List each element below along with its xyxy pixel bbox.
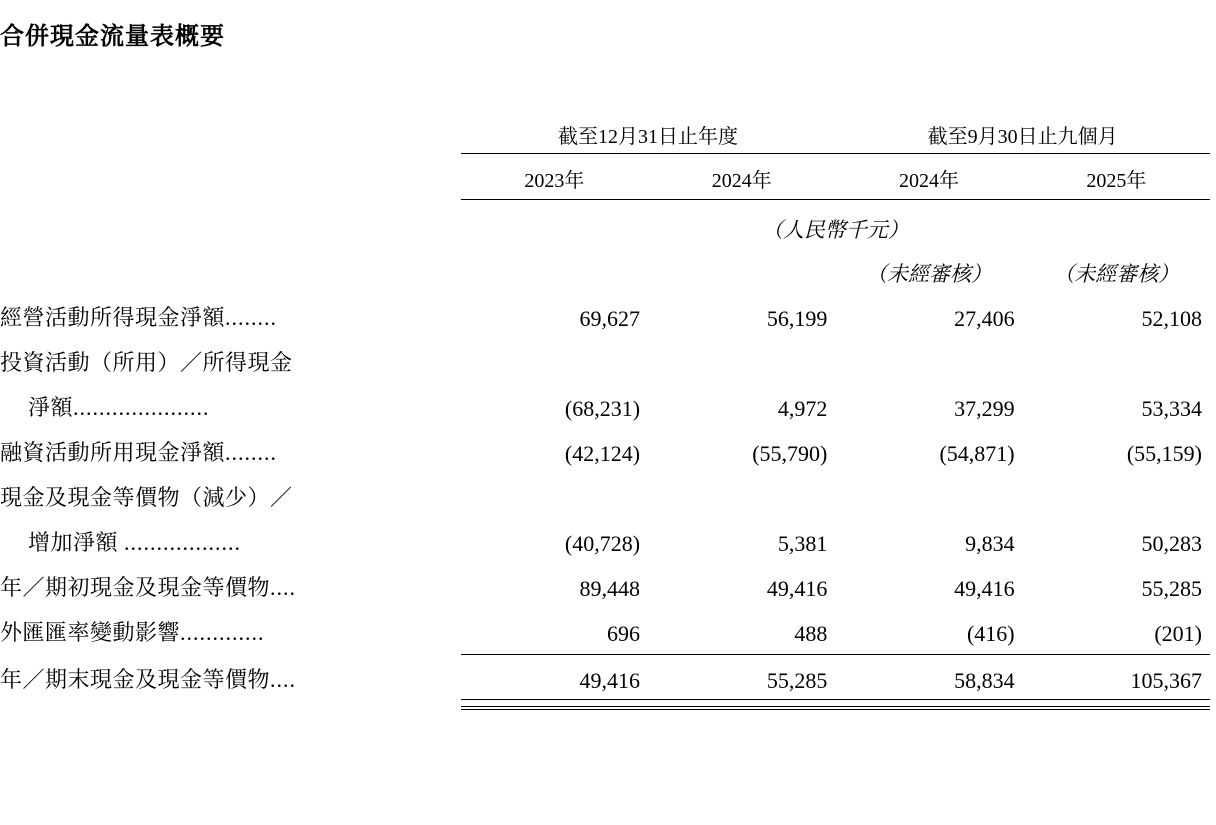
table-column-header-row	[0, 154, 1210, 200]
row-value: (55,159)	[1126, 441, 1202, 466]
row-value	[1023, 339, 1210, 384]
page-title: 合併現金流量表概要	[0, 21, 225, 50]
table-row	[0, 474, 1210, 519]
unit-note-row	[0, 200, 1210, 251]
unaudited-note-row	[0, 250, 1210, 294]
row-leader-dots: ........	[225, 440, 278, 465]
row-label-text: 年／期初現金及現金等價物	[0, 575, 271, 600]
row-value: 52,108	[1141, 306, 1202, 331]
row-label	[0, 474, 461, 519]
closing-rule-spacer	[0, 699, 461, 708]
row-leader-dots: ..................	[124, 530, 242, 555]
row-label	[0, 429, 461, 474]
unaudited-note-2025: （未經審核）	[1053, 262, 1180, 286]
row-value	[835, 339, 1022, 384]
row-value: (40,728)	[564, 531, 641, 556]
row-value: 27,406	[954, 306, 1015, 331]
table-row	[0, 519, 1210, 564]
row-value: 69,627	[579, 306, 641, 331]
closing-rule	[461, 699, 648, 708]
row-label-text: 現金及現金等價物（減少）／	[0, 485, 293, 510]
row-value: 5,381	[777, 531, 828, 556]
row-value: (42,124)	[564, 441, 641, 466]
row-label-text: 增加淨額	[28, 530, 119, 555]
total-row-value: 105,367	[1023, 654, 1210, 699]
row-value	[648, 339, 835, 384]
row-value: 49,416	[954, 576, 1015, 601]
row-value: 50,283	[1141, 531, 1202, 556]
row-label	[0, 294, 461, 339]
column-header-2025-interim: 2025年	[1023, 154, 1210, 200]
group-header-nine-months: 截至9月30日止九個月	[835, 120, 1210, 154]
table-total-row	[0, 654, 1210, 699]
row-value	[648, 474, 835, 519]
row-value: (416)	[966, 620, 1015, 646]
unaudited-blank-2	[648, 250, 835, 294]
column-header-spacer	[0, 154, 461, 200]
total-row-value: 49,416	[461, 654, 648, 699]
row-label	[0, 609, 461, 654]
table-row	[0, 429, 1210, 474]
row-leader-dots: .............	[180, 620, 265, 645]
column-header-2023: 2023年	[461, 154, 648, 200]
row-value: (54,871)	[939, 441, 1015, 466]
row-value: 9,834	[965, 531, 1015, 556]
row-label-text: 投資活動（所用）／所得現金	[0, 350, 293, 375]
row-value	[461, 339, 648, 384]
closing-rule	[648, 699, 835, 708]
table-row	[0, 384, 1210, 429]
row-leader-dots: ....	[270, 575, 297, 600]
row-value: 55,285	[1141, 576, 1202, 601]
table-group-header-row	[0, 120, 1210, 154]
total-row-value: 55,285	[648, 654, 835, 699]
column-header-2024-interim: 2024年	[835, 154, 1022, 200]
row-value: 696	[607, 620, 641, 646]
row-label-text: 外匯匯率變動影響	[0, 620, 181, 645]
row-value: (55,790)	[752, 441, 828, 466]
table-closing-rule-row	[0, 699, 1210, 708]
total-row-value: 58,834	[835, 654, 1022, 699]
table-row	[0, 609, 1210, 654]
total-row-label	[0, 654, 461, 699]
group-header-spacer	[0, 120, 461, 154]
column-header-2024-annual: 2024年	[648, 154, 835, 200]
row-value: 56,199	[766, 306, 828, 331]
row-label-text: 融資活動所用現金淨額	[0, 440, 226, 465]
total-row-label-text: 年／期末現金及現金等價物	[0, 667, 271, 692]
row-value	[1023, 474, 1210, 519]
group-header-annual: 截至12月31日止年度	[461, 120, 836, 154]
unaudited-blank-1	[461, 250, 648, 294]
table-row	[0, 294, 1210, 339]
unit-note-spacer	[0, 200, 461, 251]
row-label-text: 淨額	[28, 395, 74, 420]
row-leader-dots: ........	[225, 305, 278, 330]
row-leader-dots: .....................	[73, 395, 210, 420]
row-value	[461, 474, 648, 519]
row-label	[0, 564, 461, 609]
row-value: 488	[794, 620, 828, 646]
row-value	[835, 474, 1022, 519]
row-value: 89,448	[579, 576, 641, 601]
row-value: 53,334	[1141, 396, 1202, 421]
unaudited-spacer	[0, 250, 461, 294]
total-row-leader-dots: ....	[270, 667, 297, 692]
table-row	[0, 339, 1210, 384]
closing-rule	[1023, 699, 1210, 708]
table-row	[0, 564, 1210, 609]
row-label	[0, 519, 461, 564]
cash-flow-summary-table	[0, 120, 1210, 710]
row-value: 4,972	[777, 396, 828, 421]
row-label-text: 經營活動所得現金淨額	[0, 305, 226, 330]
unit-note: （人民幣千元）	[761, 218, 909, 242]
row-label	[0, 339, 461, 384]
row-value: (68,231)	[564, 396, 641, 421]
row-value: 37,299	[954, 396, 1015, 421]
closing-rule	[835, 699, 1022, 708]
row-label	[0, 384, 461, 429]
unaudited-note-2024: （未經審核）	[865, 262, 992, 286]
row-value: (201)	[1154, 620, 1202, 646]
row-value: 49,416	[766, 576, 828, 601]
